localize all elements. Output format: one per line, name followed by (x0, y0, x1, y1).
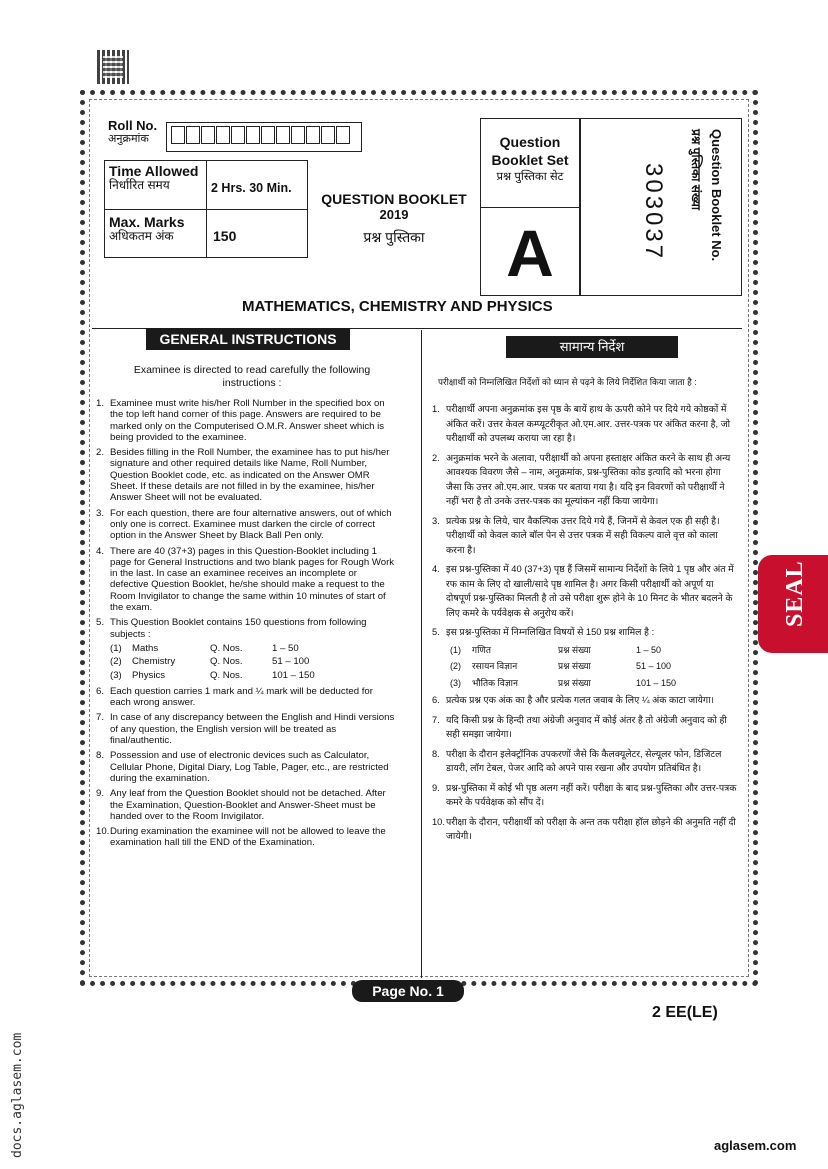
time-marks-table (104, 160, 308, 258)
list-item: 6. Each question carries 1 mark and ¼ mark will be deducted for each wrong answer. (96, 685, 373, 709)
english-intro: Examinee is directed to read carefully the following instructions : (133, 364, 371, 389)
set-hindi: प्रश्न पुस्तिका सेट (496, 171, 564, 183)
list-item: 1. Examinee must write his/her Roll Number in the specified box on the top left hand corner of this page. Answers are required to be marked only on the Computerised O.M.R. Answer sheet which is being provided to the examinee. (96, 398, 385, 443)
roll-no-boxes[interactable] (166, 122, 362, 152)
list-item: 5. This Question Booklet contains 150 questions from following subjects : (96, 617, 367, 640)
booklet-no-box (580, 118, 742, 296)
booklet-no-value: 303037 (640, 163, 667, 262)
table-row: (1) Maths Q. Nos. 1 – 50 (110, 642, 299, 654)
list-item: 10. परीक्षा के दौरान, परीक्षार्थी को परीक्षा के अन्त तक परीक्षा हॉल छोड़ने की अनुमति नहीं दी जायेगी। (432, 816, 736, 841)
max-marks-label: Max. Marks (109, 214, 185, 230)
column-divider (421, 330, 422, 978)
table-row: (2) रसायन विज्ञान प्रश्न संख्या 51 – 100 (450, 661, 672, 671)
time-allowed-label: Time Allowed (109, 163, 199, 179)
booklet-no-label: Question Booklet No. (709, 129, 724, 262)
list-item: 5. इस प्रश्न-पुस्तिका में निम्नलिखित विषयों से 150 प्रश्न शामिल है : (432, 627, 655, 637)
subject-title: MATHEMATICS, CHEMISTRY AND PHYSICS (242, 298, 553, 315)
list-item: 7. यदि किसी प्रश्न के हिन्दी तथा अंग्रेजी अनुवाद में कोई अंतर है तो अंग्रेजी अनुवाद को ही सही समझा जायेगा। (432, 714, 727, 739)
english-instructions (96, 398, 396, 853)
list-item: 4. इस प्रश्न-पुस्तिका में 40 (37+3) पृष्ठ हैं जिसमें सामान्य निर्देशों के लिये 1 पृष्ठ और अंत में रफ काम के लिए दो खाली/सादे पृष्ठ शामिल है। अगर किसी परीक्षार्थी को अपूर्ण या दोषपूर्ण प्रश्न-पुस्तिका मिलती है तो उसे परीक्षा शुरू होने के 10 मिनट के भीतर बदलने के लिए कमरे के पर्यवेक्षक से अनुरोध करें। (432, 564, 734, 618)
booklet-title: QUESTION BOOKLET (321, 191, 467, 207)
page-number: Page No. 1 (352, 980, 464, 1002)
qr-code-image (97, 50, 129, 84)
hindi-instructions (432, 402, 738, 849)
list-item: 2. Besides filling in the Roll Number, the examinee has to put his/her signature and other required details like Name, Roll Number, Question Booklet code, etc. as indicated on the Answer OMR Sheet. If these details are not filled in by the examinee, his/her Answer Sheet will not be evaluated. (96, 447, 390, 504)
hindi-intro: परीक्षार्थी को निम्नलिखित निर्देशों को ध्यान से पढ़ने के लिये निर्देशित किया जाता है : (438, 377, 697, 387)
seal-label: SEAL (782, 560, 808, 627)
list-item: 9. प्रश्न-पुस्तिका में कोई भी पृष्ठ अलग नहीं करें। परीक्षा के बाद प्रश्न-पुस्तिका और उत्तर-पत्रक कमरे के पर्यवेक्षक को सौंप दें। (432, 782, 737, 807)
list-item: 3. For each question, there are four alternative answers, out of which only one is correct. Examinee must darken the circle of correct option in the Answer Sheet by Black Ball Pen only. (96, 507, 392, 542)
paper-code: 2 EE(LE) (652, 1004, 718, 1021)
english-subject-table (110, 642, 350, 682)
english-heading: GENERAL INSTRUCTIONS (146, 328, 350, 350)
list-item: 6. प्रत्येक प्रश्न एक अंक का है और प्रत्येक गलत जवाब के लिए ¼ अंक काटा जायेगा। (432, 695, 715, 705)
side-watermark: docs.aglasem.com (10, 1032, 25, 1158)
set-value: A (506, 216, 554, 290)
booklet-title-block (310, 192, 478, 247)
set-label: Question Booklet Set (491, 134, 569, 168)
bottom-watermark: aglasem.com (714, 1138, 797, 1153)
list-item: 2. अनुक्रमांक भरने के अलावा, परीक्षार्थी को अपना हस्ताक्षर अंकित करने के साथ ही अन्य आवश्यक विवरण जैसे – नाम, अनुक्रमांक, प्रश्न-पुस्तिका कोड इत्यादि को भरना होगा जैसा कि उत्तर ओ.एम.आर. पत्रक पर बताया गया है। यदि इन विवरणों को परीक्षार्थी ने नहीं भरा है तो उनके उत्तर-पत्रक का मूल्यांकन नहीं किया जायेगा। (432, 452, 731, 506)
booklet-no-hindi: प्रश्न पुस्तिका संख्या (689, 129, 703, 210)
hindi-subject-table (450, 642, 700, 692)
table-row: (3) भौतिक विज्ञान प्रश्न संख्या 101 – 150 (450, 677, 677, 688)
list-item: 4. There are 40 (37+3) pages in this Question-Booklet including 1 page for General Instructions and two blank pages for Rough Work in the last. In case an examinee receives an incomplete or defective Question Booklet, he/she should make a request to the Room Invigilator to change the same within 10 minutes of start of the exam. (96, 545, 395, 614)
max-marks-value: 150 (213, 228, 237, 244)
roll-no-block (108, 118, 157, 146)
time-allowed-hindi: निर्धारित समय (109, 178, 170, 192)
seal-tab (758, 555, 828, 653)
list-item: 10. During examination the examinee will not be allowed to leave the examination hall till the END of the Examination. (96, 826, 386, 849)
list-item: 7. In case of any discrepancy between the English and Hindi versions of any question, the English version will be treated as final/authentic. (96, 712, 395, 747)
booklet-hindi: प्रश्न पुस्तिका (363, 229, 425, 245)
roll-no-hindi: अनुक्रमांक (108, 133, 149, 145)
max-marks-hindi: अधिकतम अंक (109, 229, 174, 243)
list-item: 1. परीक्षार्थी अपना अनुक्रमांक इस पृष्ठ के बायें हाथ के ऊपरी कोने पर दिये गये कोष्ठकों में अंकित करें। उत्तर केवल कम्प्यूटरीकृत ओ.एम.आर. उत्तर-पत्रक पर अंकित करना है, जो परीक्षार्थी को उपलब्ध कराया जा रहा है। (432, 404, 730, 443)
table-row: (1) गणित प्रश्न संख्या 1 – 50 (450, 644, 662, 655)
time-allowed-value: 2 Hrs. 30 Min. (211, 181, 292, 195)
list-item: 9. Any leaf from the Question Booklet should not be detached. After the Examination, Question-Booklet and Answer-Sheet must be handed over to the Room Invigilator. (96, 788, 386, 822)
booklet-year: 2019 (379, 207, 409, 222)
table-row: (2) Chemistry Q. Nos. 51 – 100 (110, 656, 310, 668)
list-item: 3. प्रत्येक प्रश्न के लिये, चार वैकल्पिक उत्तर दिये गये हैं, जिनमें से केवल एक ही सही है। परीक्षार्थी को केवल काले बॉल पेन से उत्तर पत्रक में सही विकल्प वाले वृत्त को काला करना है। (432, 515, 720, 555)
list-item: 8. Possession and use of electronic devices such as Calculator, Cellular Phone, Digital Diary, Log Table, Pager, etc., are restricted during the examination. (96, 750, 389, 784)
list-item: 8. परीक्षा के दौरान इलेक्ट्रॉनिक उपकरणों जैसे कि कैलक्यूलेटर, सेल्यूलर फोन, डिजिटल डायरी, लॉग टेबल, पेजर आदि को अपने पास रखना और उपयोग प्रतिबंधित है। (432, 748, 722, 773)
roll-no-label: Roll No. (108, 118, 158, 133)
table-row: (3) Physics Q. Nos. 101 – 150 (110, 669, 315, 681)
hindi-heading: सामान्य निर्देश (506, 336, 678, 358)
booklet-set-box (480, 118, 580, 296)
